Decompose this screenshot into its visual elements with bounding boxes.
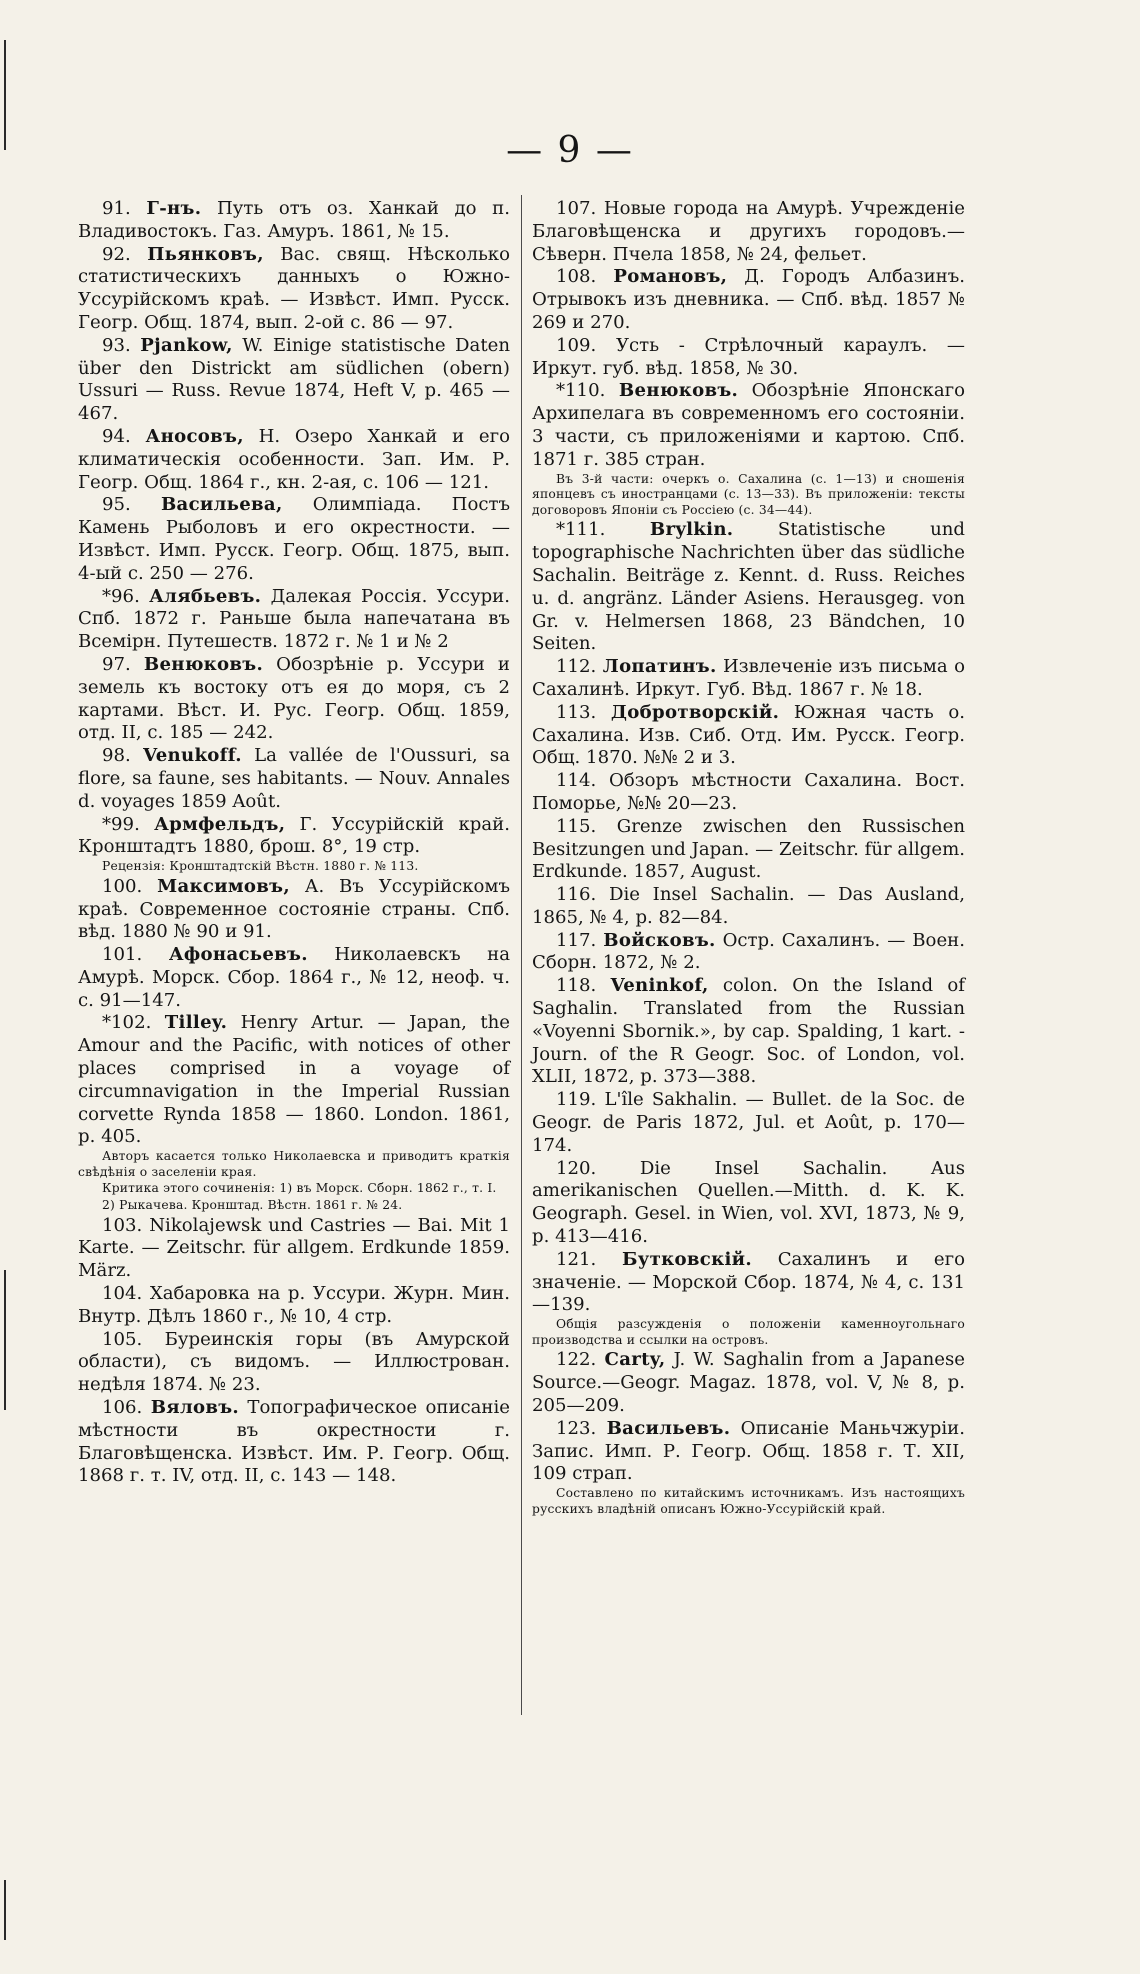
entry-text: Henry Artur. — Japan, the Amour and the Pacific, with notices of other places comprised in a voyage of circumnavigation in the Imperial Russian corvette Rynda 1858 — 1860. London. 1861, p. 405. <box>78 1012 510 1148</box>
bibliography-entry <box>532 335 965 381</box>
entry-text: Новые города на Амурѣ. Учрежденіе Благовѣщенска и другихъ городовъ.—Сѣверн. Пчела 1858, № 24, фельет. <box>532 198 965 265</box>
bibliography-entry <box>78 1283 510 1329</box>
entry-author: Добротворскій. <box>610 701 780 723</box>
bibliography-entry <box>78 944 510 1012</box>
entry-number: 123. <box>556 1417 597 1439</box>
bibliography-entry <box>78 198 510 244</box>
entry-author: Venukoff. <box>143 745 242 767</box>
bibliography-entry <box>532 198 965 266</box>
entry-author: Аносовъ, <box>145 425 244 447</box>
entry-number: 118. <box>556 975 597 997</box>
bibliography-entry <box>532 702 965 770</box>
binding-mark <box>4 1880 6 1940</box>
entry-number: 114. <box>556 770 597 792</box>
entry-text: L'île Sakhalin. — Bullet. de la Soc. de Geogr. de Paris 1872, Jul. et Août, p. 170—174. <box>532 1089 965 1156</box>
bibliography-entry <box>532 816 965 884</box>
bibliography-entry <box>532 884 965 930</box>
entry-number: 97. <box>102 653 131 675</box>
bibliography-entry <box>78 654 510 745</box>
entry-number: *111. <box>556 519 606 541</box>
bibliography-entry <box>78 1215 510 1283</box>
entry-note: Авторъ касается только Николаевска и приводитъ краткія свѣдѣнія о заселеніи края. <box>78 1149 510 1179</box>
entry-note: Въ 3-й части: очеркъ о. Сахалина (с. 1—13) и сношенія японцевъ съ иностранцами (с. 13—33). Въ приложеніи: тексты договоровъ Японіи съ Россіею (с. 34—44). <box>532 471 965 517</box>
entry-number: 120. <box>556 1157 597 1179</box>
entry-text: La vallée de l'Oussuri, sa flore, sa faune, ses habitants. — Nouv. Annales d. voyages 1859 Août. <box>78 745 510 812</box>
entry-author: Романовъ, <box>613 266 728 288</box>
bibliography-entry <box>78 1397 510 1488</box>
bibliography-entry <box>532 770 965 816</box>
bibliography-entry <box>78 586 510 654</box>
entry-text: W. Einige statistische Daten über den Districkt am südlichen (obern) Ussuri — Russ. Revue 1874, Heft V, p. 465 — 467. <box>78 334 510 425</box>
entry-note: Общія разсужденія о положеніи каменноугольнаго производства и ссылки на островъ. <box>532 1317 965 1347</box>
entry-number: 93. <box>102 334 131 356</box>
entry-text: Statistische und topographische Nachrichten über das südliche Sachalin. Beiträge z. Kennt. d. Russ. Reiches u. d. angränz. Länder Asiens. Herausgeg. von Gr. v. Helmersen 1868, 23 Bändchen, 10 Seiten. <box>532 519 965 655</box>
entry-text: Олимпіада. Постъ Камень Рыболовъ и его окрестности. — Извѣст. Имп. Русск. Геогр. Общ. 1875, вып. 4-ый с. 250 — 276. <box>78 494 510 584</box>
entry-number: *102. <box>102 1012 152 1034</box>
entry-number: 95. <box>102 494 131 516</box>
entry-text: Обзоръ мѣстности Сахалина. Вост. Поморье, №№ 20—23. <box>532 770 965 814</box>
entry-number: 116. <box>556 884 597 906</box>
entry-note: Критика этого сочиненія: 1) въ Морск. Сборн. 1862 г., т. I. <box>102 1181 497 1196</box>
bibliography-entry <box>532 1158 965 1249</box>
entry-text: Nikolajewsk und Castries — Bai. Mit 1 Karte. — Zeitschr. für allgem. Erdkunde 1859. März. <box>78 1214 510 1282</box>
bibliography-entry <box>532 1349 965 1417</box>
entry-author: Tilley. <box>164 1012 228 1034</box>
bibliography-entry <box>532 380 965 471</box>
column-divider <box>521 195 522 1715</box>
bibliography-entry <box>78 745 510 813</box>
entry-author: Афонасьевъ. <box>168 944 308 966</box>
entry-number: 92. <box>102 243 131 265</box>
entry-number: 112. <box>556 656 597 678</box>
entry-number: 104. <box>102 1283 143 1305</box>
entry-author: Carty, <box>604 1349 666 1371</box>
entry-text: Южная часть о. Сахалина. Изв. Сиб. Отд. Им. Русск. Геогр. Общ. 1870. №№ 2 и 3. <box>532 701 965 769</box>
bibliography-entry <box>78 494 510 585</box>
entry-text: Далекая Россія. Уссури. Спб. 1872 г. Раньше была напечатана въ Всемірн. Путешеств. 1872 г. № 1 и № 2 <box>78 585 510 653</box>
entry-author: Г-нъ. <box>146 198 202 219</box>
entry-number: 91. <box>102 198 131 219</box>
entry-text: Буреинскія горы (въ Амурской области), съ видомъ. — Иллюстрован. недѣля 1874. № 23. <box>78 1328 510 1396</box>
entry-note: Составлено по китайскимъ источникамъ. Изъ настоящихъ русскихъ владѣній описанъ Южно-Уссурійскій край. <box>532 1486 965 1516</box>
binding-mark <box>4 1270 6 1410</box>
entry-number: 108. <box>556 266 597 288</box>
bibliography-entry <box>78 1329 510 1397</box>
entry-text: Николаевскъ на Амурѣ. Морск. Сбор. 1864 г., № 12, неоф. ч. с. 91—147. <box>78 944 510 1011</box>
entry-number: 106. <box>102 1397 143 1419</box>
entry-author: Максимовъ, <box>157 875 290 897</box>
entry-number: *110. <box>556 380 606 402</box>
entry-author: Бутковскій. <box>622 1248 752 1270</box>
entry-text: Остр. Сахалинъ. — Воен. Сборн. 1872, № 2. <box>532 929 965 974</box>
entry-number: 113. <box>556 701 597 723</box>
entry-author: Армфельдъ, <box>154 813 286 835</box>
entry-author: Венюковъ. <box>143 653 264 675</box>
entry-text: Усть - Стрѣлочный караулъ. — Иркут. губ. вѣд. 1858, № 30. <box>532 334 965 379</box>
entry-number: 117. <box>556 929 597 951</box>
entry-author: Лопатинъ. <box>602 656 717 678</box>
bibliography-entry <box>532 266 965 334</box>
entry-number: 115. <box>556 815 597 837</box>
entry-text: J. W. Saghalin from a Japanese Source.—Geogr. Magaz. 1878, vol. V, № 8, p. 205—209. <box>532 1349 965 1417</box>
entry-number: 109. <box>556 334 597 356</box>
entry-number: 122. <box>556 1349 597 1371</box>
entry-author: Войсковъ. <box>603 929 716 951</box>
bibliography-entry <box>532 1249 965 1317</box>
entry-number: 119. <box>556 1089 597 1111</box>
entry-text: Обозрѣніе р. Уссури и земель къ востоку отъ ея до моря, съ 2 картами. Вѣст. И. Рус. Геогр. Общ. 1859, отд. II, с. 185 — 242. <box>78 653 510 744</box>
entry-text: Сахалинъ и его значеніе. — Морской Сбор. 1874, № 4, с. 131—139. <box>532 1248 965 1316</box>
bibliography-entry <box>78 876 510 944</box>
entry-text: Grenze zwischen den Russischen Besitzungen und Japan. — Zeitschr. für allgem. Erdkunde. 1857, August. <box>532 815 965 883</box>
entry-number: 94. <box>102 425 131 447</box>
entry-number: 121. <box>556 1248 597 1270</box>
entry-text: Die Insel Sachalin. Aus amerikanischen Quellen.—Mitth. d. K. K. Geograph. Gesel. in Wien, vol. XVI, 1873, № 9, p. 413—416. <box>532 1157 965 1248</box>
entry-author: Васильева, <box>160 494 283 516</box>
entry-number: 100. <box>102 875 143 897</box>
entry-author: Veninkof, <box>610 975 709 997</box>
entry-text: Die Insel Sachalin. — Das Ausland, 1865, № 4, p. 82—84. <box>532 884 965 928</box>
entry-author: Brylkin. <box>649 519 734 541</box>
entry-text: А. Въ Уссурійскомъ краѣ. Современное состояніе страны. Спб. вѣд. 1880 № 90 и 91. <box>78 875 510 943</box>
entry-number: *96. <box>102 585 140 607</box>
entry-text: Извлеченіе изъ письма о Сахалинѣ. Иркут. Губ. Вѣд. 1867 г. № 18. <box>532 656 965 700</box>
bibliography-entry <box>78 1012 510 1149</box>
entry-author: Пьянковъ, <box>147 243 264 265</box>
right-column <box>532 198 965 1518</box>
entry-number: *99. <box>102 813 140 835</box>
entry-author: Васильевъ. <box>606 1417 731 1439</box>
entry-text: Описаніе Маньчжуріи. Запис. Имп. Р. Геогр. Общ. 1858 г. Т. XII, 109 страп. <box>532 1417 965 1485</box>
bibliography-entry <box>532 930 965 976</box>
bibliography-entry <box>532 975 965 1089</box>
entry-text: Обозрѣніе Японскаго Архипелага въ современномъ его состояніи. 3 части, съ приложеніями и картою. Спб. 1871 г. 385 стран. <box>532 380 965 470</box>
bibliography-entry <box>532 656 965 702</box>
entry-number: 107. <box>556 198 597 219</box>
entry-text: Н. Озеро Ханкай и его климатическія особенности. Зап. Им. Р. Геогр. Общ. 1864 г., кн. 2-ая, с. 106 — 121. <box>78 425 510 493</box>
entry-text: Вас. свящ. Нѣсколько статистическихъ данныхъ о Южно-Уссурійскомъ краѣ. — Извѣст. Имп. Русск. Геогр. Общ. 1874, вып. 2-ой с. 86 — 97. <box>78 243 510 333</box>
entry-author: Pjankow, <box>140 334 233 356</box>
entry-text: Д. Городъ Албазинъ. Отрывокъ изъ дневника. — Спб. вѣд. 1857 № 269 и 270. <box>532 266 965 333</box>
entry-text: Г. Уссурійскій край. Кронштадтъ 1880, брош. 8°, 19 стр. <box>78 813 510 858</box>
entry-number: 98. <box>102 745 131 767</box>
page-binding-edge <box>0 0 20 1974</box>
entry-author: Алябьевъ. <box>149 585 262 607</box>
entry-text: Топографическое описаніе мѣстности въ окрестности г. Благовѣщенска. Извѣст. Им. Р. Геогр. Общ. 1868 г. т. IV, отд. II, с. 143 — 148. <box>78 1397 510 1487</box>
entry-text: colon. On the Island of Saghalin. Translated from the Russian «Voyenni Sbornik.», by cap. Spalding, 1 kart. - Journ. of the R Geogr. Soc. of London, vol. XLII, 1872, p. 373—388. <box>532 975 965 1088</box>
bibliography-entry <box>78 244 510 335</box>
entry-text: Хабаровка на р. Уссури. Журн. Мин. Внутр. Дѣлъ 1860 г., № 10, 4 стр. <box>78 1283 510 1327</box>
entry-number: 105. <box>102 1328 143 1350</box>
bibliography-entry <box>78 426 510 494</box>
entry-text: Путь отъ оз. Ханкай до п. Владивостокъ. Газ. Амуръ. 1861, № 15. <box>78 198 510 242</box>
entry-author: Вяловъ. <box>150 1397 240 1419</box>
bibliography-entry <box>78 814 510 860</box>
left-column <box>78 198 510 1488</box>
page-number: — 9 — <box>506 130 634 171</box>
entry-number: 101. <box>102 944 143 966</box>
entry-author: Венюковъ. <box>618 380 739 402</box>
entry-note: 2) Рыкачева. Кронштад. Вѣстн. 1861 г. № 24. <box>102 1198 403 1213</box>
entry-note: Рецензія: Кронштадтскій Вѣстн. 1880 г. № 113. <box>102 859 419 874</box>
entry-number: 103. <box>102 1214 143 1236</box>
bibliography-entry <box>532 519 965 656</box>
bibliography-entry <box>532 1089 965 1157</box>
bibliography-entry <box>532 1418 965 1486</box>
bibliography-entry <box>78 335 510 426</box>
